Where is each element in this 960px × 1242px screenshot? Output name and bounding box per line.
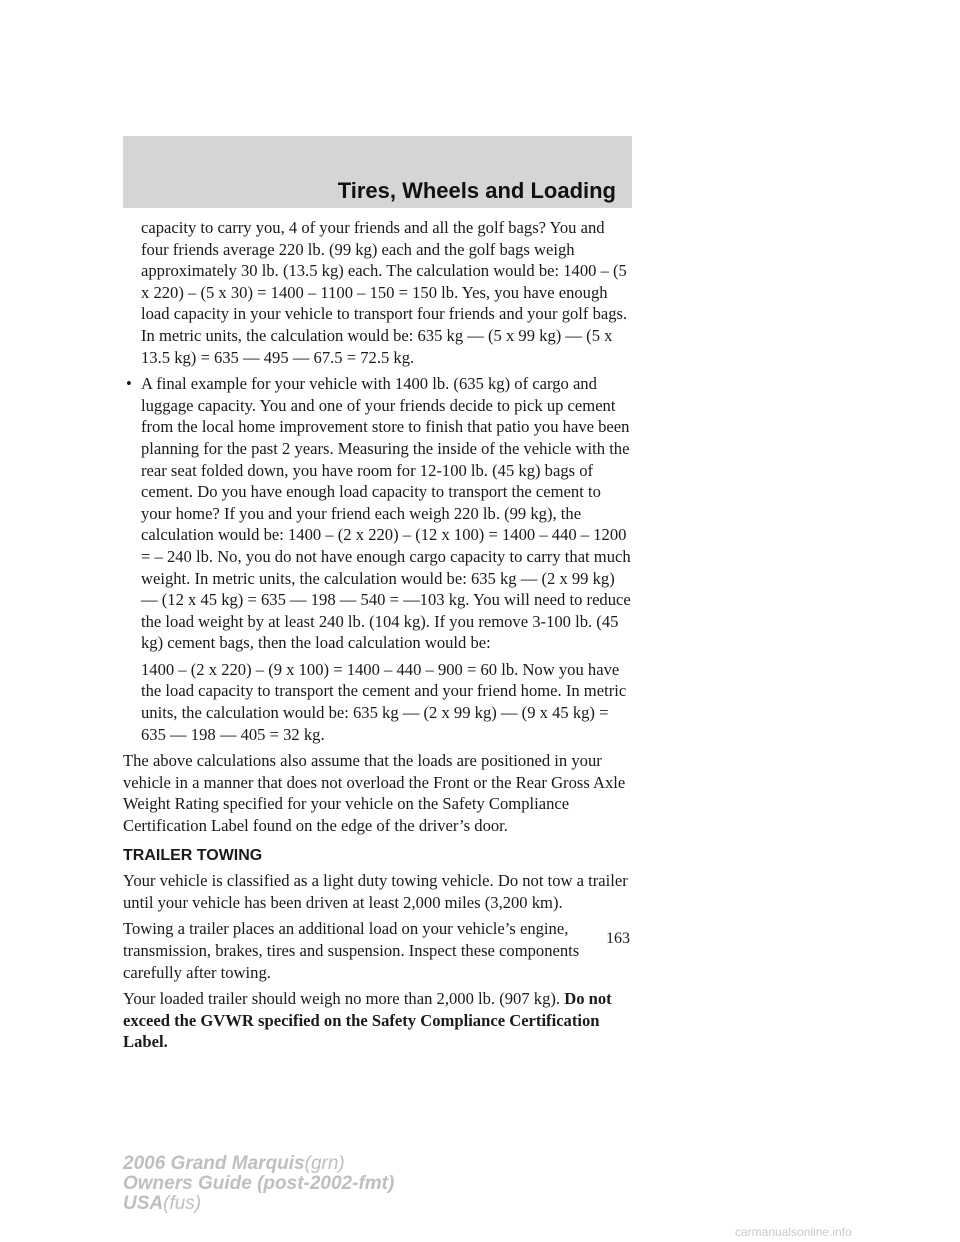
- trailer-weight-text: Your loaded trailer should weigh no more than 2,000 lb. (907 kg).: [123, 989, 561, 1009]
- gvwr-warning: Do not exceed the GVWR specified on the Safety Compliance Certification Label.: [123, 989, 612, 1052]
- bullet-text: A final example for your vehicle with 1400 lb. (635 kg) of cargo and luggage capacity. You and one of your friends decide to pick up cement from the local home improvement store to finish that patio you have been planning for the past 2 years. Measuring the inside of the vehicle with the rear seat folded down, you have room for 12-100 lb. (45 kg) bags of cement. Do you have enough load capacity to transport the cement to your home? If you and your friend each weigh 220 lb. (99 kg), the calculation would be: 1400 – (2 x 220) – (12 x 100) = 1400 – 440 – 1200 = – 240 lb. No, you do not have enough cargo capacity to carry that much weight. In metric units, the calculation would be: 635 kg — (2 x 99 kg) — (12 x 45 kg) = 635 — 198 — 540 = —103 kg. You will need to reduce the load weight by at least 240 lb. (104 kg). If you remove 3-100 lb. (45 kg) cement bags, then the load calculation would be:: [141, 374, 631, 653]
- footer-market: USA: [123, 1193, 164, 1214]
- paragraph-trailer-weight: [123, 988, 635, 1053]
- paragraph-revised-calculation: 1400 – (2 x 220) – (9 x 100) = 1400 – 440 – 900 = 60 lb. Now you have the load capacity to transport the cement and your friend home. In metric units, the calculation would be: 635 kg — (2 x 99 kg) — (9 x 45 kg) = 635 — 198 — 405 = 32 kg.: [141, 659, 627, 744]
- document-footer: [123, 1154, 394, 1214]
- footer-market-code: (fus): [163, 1193, 202, 1214]
- page-content: [123, 217, 635, 1053]
- paragraph-light-duty: Your vehicle is classified as a light duty towing vehicle. Do not tow a trailer until your vehicle has been driven at least 2,000 miles (3,200 km).: [123, 871, 628, 912]
- watermark: carmanualsonline.info: [735, 1225, 852, 1239]
- bullet-cement-example: [123, 373, 635, 654]
- section-title: Tires, Wheels and Loading: [337, 178, 616, 203]
- paragraph-towing-load: Towing a trailer places an additional load on your vehicle’s engine, transmission, brakes, tires and suspension. Inspect these components carefully after towing.: [123, 919, 580, 982]
- footer-model-code: (grn): [304, 1153, 345, 1174]
- footer-line-model: [123, 1154, 394, 1174]
- paragraph-golf-example: capacity to carry you, 4 of your friends and all the golf bags? You and four friends average 220 lb. (99 kg) each and the golf bags weigh approximately 30 lb. (13.5 kg) each. The calculation would be: 1400 – (5 x 220) – (5 x 30) = 1400 – 1100 – 150 = 150 lb. Yes, you have enough load capacity in your vehicle to transport four friends and your golf bags. In metric units, the calculation would be: 635 kg — (5 x 99 kg) — (5 x 13.5 kg) = 635 — 495 — 67.5 = 72.5 kg.: [141, 218, 628, 367]
- footer-line-market: [123, 1194, 394, 1214]
- page-number: 163: [606, 930, 630, 947]
- section-header-band: [123, 136, 632, 208]
- footer-model: 2006 Grand Marquis: [123, 1153, 305, 1174]
- paragraph-load-position: The above calculations also assume that the loads are positioned in your vehicle in a manner that does not overload the Front or the Rear Gross Axle Weight Rating specified for your vehicle on the Safety Compliance Certification Label found on the edge of the driver’s door.: [123, 751, 626, 836]
- bullet-symbol: •: [126, 374, 132, 394]
- heading-trailer-towing: TRAILER TOWING: [123, 846, 263, 864]
- footer-guide: Owners Guide (post-2002-fmt): [123, 1173, 395, 1194]
